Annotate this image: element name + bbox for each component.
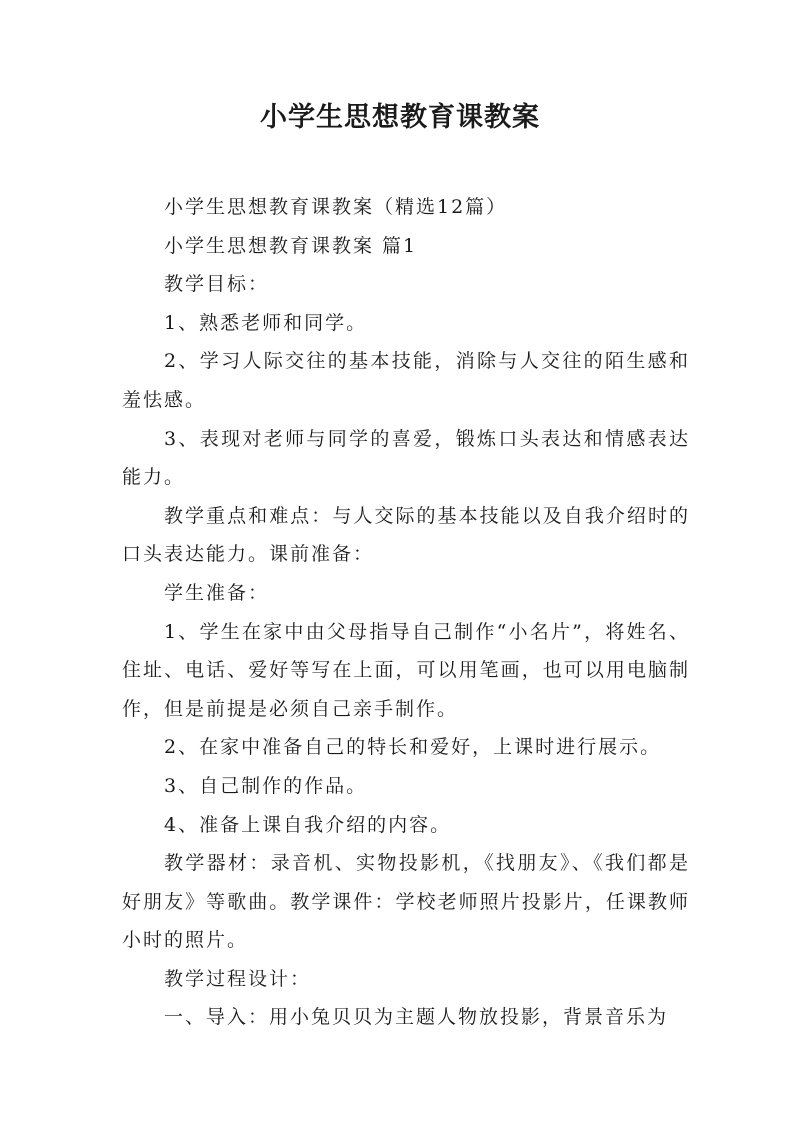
paragraph-student-prep-heading: 学生准备：	[164, 581, 270, 604]
document-body	[122, 188, 690, 1037]
paragraph-materials: 教学器材：录音机、实物投影机，《找朋友》、《我们都是好朋友》等歌曲。教学课件：学校老师照片投影片，任课教师小时的照片。	[122, 852, 690, 952]
paragraph-prep-2: 2、在家中准备自己的特长和爱好，上课时进行展示。	[164, 736, 662, 759]
document-title: 小学生思想教育课教案	[260, 102, 540, 133]
paragraph-objective-3: 3、表现对老师与同学的喜爱，锻炼口头表达和情感表达能力。	[122, 427, 690, 489]
paragraph-key-points: 教学重点和难点：与人交际的基本技能以及自我介绍时的口头表达能力。课前准备：	[122, 504, 690, 566]
paragraph-section-heading: 小学生思想教育课教案 篇1	[164, 234, 418, 257]
paragraph-prep-3: 3、自己制作的作品。	[164, 774, 368, 797]
paragraph-prep-1: 1、学生在家中由父母指导自己制作“小名片”，将姓名、住址、电话、爱好等写在上面，可以用笔画，也可以用电脑制作，但是前提是必须自己亲手制作。	[122, 620, 690, 720]
paragraph-intro: 一、导入：用小兔贝贝为主题人物放投影，背景音乐为	[164, 1006, 669, 1029]
paragraph-subtitle: 小学生思想教育课教案（精选12篇）	[164, 196, 508, 218]
paragraph-objectives-heading: 教学目标：	[164, 273, 270, 296]
paragraph-process-heading: 教学过程设计：	[164, 967, 312, 990]
paragraph-objective-2: 2、学习人际交往的基本技能，消除与人交往的陌生感和羞怯感。	[122, 350, 690, 411]
paragraph-objective-1: 1、熟悉老师和同学。	[164, 311, 368, 334]
paragraph-prep-4: 4、准备上课自我介绍的内容。	[164, 813, 452, 836]
